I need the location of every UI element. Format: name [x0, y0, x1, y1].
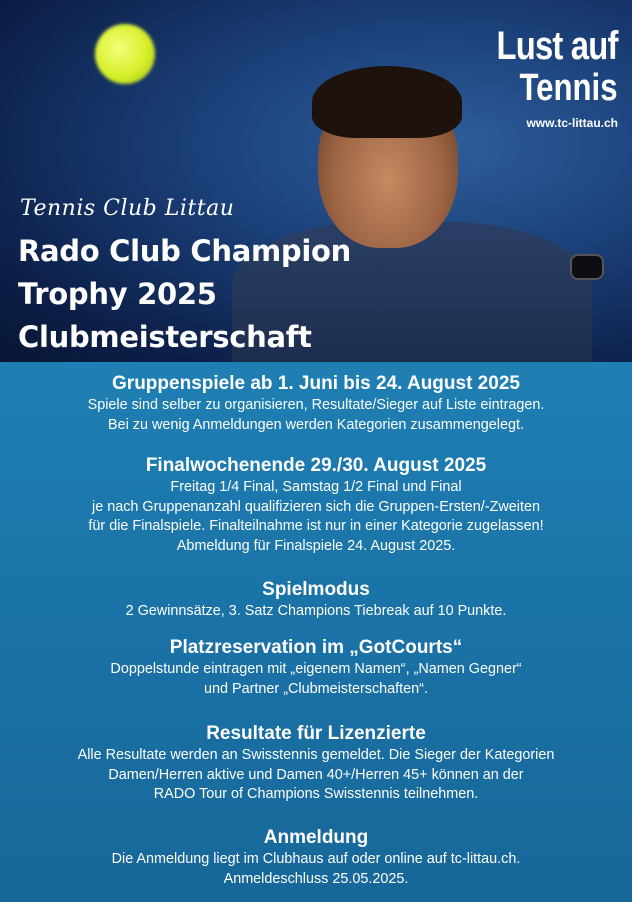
title-line: Clubmeisterschaft	[18, 320, 312, 354]
section-line: Anmeldeschluss 25.05.2025.	[223, 870, 409, 887]
info-panel	[0, 362, 632, 902]
section-line: Bei zu wenig Anmeldungen werden Kategorien zusammengelegt.	[108, 416, 524, 433]
section-court-reservation	[0, 636, 632, 699]
page-title	[18, 230, 351, 359]
section-group-games	[0, 372, 632, 435]
racket-image	[570, 254, 604, 280]
section-line: Abmeldung für Finalspiele 24. August 2025.	[176, 537, 456, 554]
section-heading: Finalwochenende 29./30. August 2025	[145, 455, 487, 476]
section-heading: Resultate für Lizenzierte	[206, 723, 426, 744]
slogan-line2: Tennis	[519, 67, 618, 109]
section-licensed-results	[0, 722, 632, 805]
title-line: Trophy 2025	[18, 277, 217, 311]
section-line: je nach Gruppenanzahl qualifizieren sich die Gruppen-Ersten/-Zweiten	[92, 498, 540, 515]
section-line: Spiele sind selber zu organisieren, Resultate/Sieger auf Liste eintragen.	[87, 397, 545, 413]
section-heading: Anmeldung	[263, 827, 369, 848]
title-line: Rado Club Champion	[18, 234, 351, 268]
slogan-line1: Lust auf	[497, 24, 618, 68]
section-registration	[0, 826, 632, 889]
section-final-weekend	[0, 454, 632, 556]
section-game-mode	[0, 578, 632, 622]
section-line: RADO Tour of Champions Swisstennis teilnehmen.	[153, 786, 479, 802]
section-line: für die Finalspiele. Finalteilnahme ist nur in einer Kategorie zugelassen!	[88, 518, 544, 534]
section-line: Alle Resultate werden an Swisstennis gemeldet. Die Sieger der Kategorien	[77, 747, 555, 763]
section-line: Doppelstunde eintragen mit „eigenem Namen“, „Namen Gegner“	[110, 661, 522, 677]
website-link[interactable]: www.tc-littau.ch	[526, 116, 618, 130]
section-heading: Spielmodus	[262, 579, 370, 600]
section-line: und Partner „Clubmeisterschaften“.	[204, 680, 428, 697]
section-line: Damen/Herren aktive und Damen 40+/Herren 45+ können an der	[108, 766, 524, 783]
tennis-ball-image	[95, 24, 155, 84]
club-name: Tennis Club Littau	[20, 196, 235, 221]
player-hair-image	[312, 66, 462, 138]
section-heading: Gruppenspiele ab 1. Juni bis 24. August 2025	[112, 373, 520, 394]
section-line: Freitag 1/4 Final, Samstag 1/2 Final und Final	[170, 479, 462, 495]
section-line: Die Anmeldung liegt im Clubhaus auf oder online auf tc-littau.ch.	[111, 851, 521, 867]
hero-photo	[0, 0, 632, 362]
slogan	[470, 24, 618, 130]
section-heading: Platzreservation im „GotCourts“	[169, 637, 463, 658]
section-line: 2 Gewinnsätze, 3. Satz Champions Tiebreak auf 10 Punkte.	[125, 603, 507, 619]
